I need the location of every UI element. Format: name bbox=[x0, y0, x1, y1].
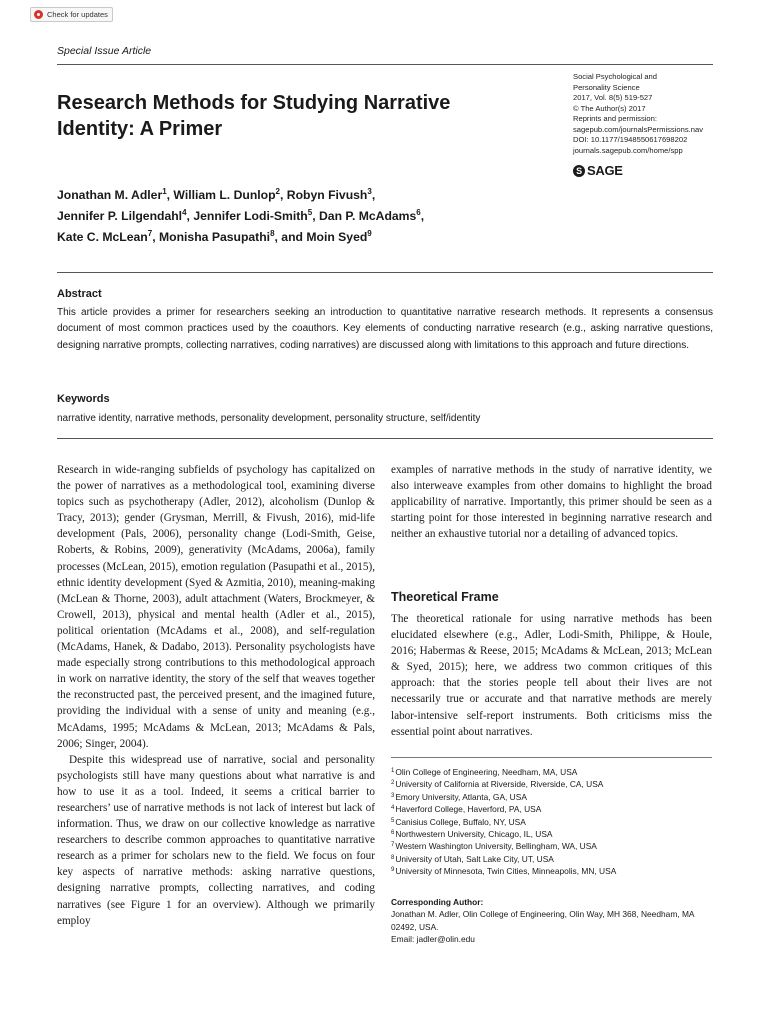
affiliation-item: $^4$Haverford College, Haverford, PA, USA bbox=[391, 804, 542, 815]
corresponding-heading: Corresponding Author: bbox=[391, 897, 484, 907]
journal-line: © The Author(s) 2017 bbox=[573, 103, 646, 113]
journal-line: Personality Science bbox=[573, 82, 640, 92]
journal-line: journals.sagepub.com/home/spp bbox=[573, 145, 683, 155]
journal-info bbox=[573, 72, 753, 156]
article-title: Research Methods for Studying Narrative Identity: A Primer bbox=[57, 92, 451, 140]
body-column-right-top bbox=[391, 462, 712, 542]
check-for-updates-badge[interactable] bbox=[30, 7, 113, 22]
body-paragraph: Despite this widespread use of narrative, social and personality psychologists still have many questions about what narrative is and how to use it as a tool. Indeed, it seems a critical barrier to researchers’ use of narrative methods is not lack of interest but lack of information. Thus, we draw on our collective knowledge as narrative researchers to describe common approaches to quantitative narrative research as a primer for scholars new to the field. We focus on four key aspects of narrative methods: asking narrative questions, designing narrative prompts, collecting narratives, and coding narratives (see Figure 1 for an overview). Although we primarily employ bbox=[57, 753, 375, 927]
affiliation-item: $^1$Olin College of Engineering, Needham, MA, USA bbox=[391, 767, 578, 777]
publisher-logo bbox=[573, 163, 623, 178]
affiliation-item: $^6$Northwestern University, Chicago, IL, USA bbox=[391, 829, 553, 840]
author: Moin Syed$^9$ bbox=[306, 229, 372, 244]
publisher-name: SAGE bbox=[587, 163, 623, 178]
keywords-text: narrative identity, narrative methods, personality development, personality structure, self/identity bbox=[57, 413, 481, 424]
body-paragraph: examples of narrative methods in the study of narrative identity, we also interweave examples from other domains to highlight the broad applicability of narrative. Importantly, this primer should be seen as a starting point for those interested in beginning narrative research and neither an exhaustive tutorial nor a detailing of advanced topics. bbox=[391, 464, 712, 541]
affiliation-item: $^3$Emory University, Atlanta, GA, USA bbox=[391, 791, 527, 802]
journal-line: 2017, Vol. 8(5) 519-527 bbox=[573, 93, 653, 102]
affiliation-item: $^2$University of California at Riverside, Riverside, CA, USA bbox=[391, 779, 604, 790]
header-rule bbox=[57, 64, 713, 65]
abstract-bottom-rule bbox=[57, 438, 713, 439]
author: Dan P. McAdams$^6$, bbox=[318, 208, 425, 223]
affiliation-item: $^8$University of Utah, Salt Lake City, UT, USA bbox=[391, 853, 554, 864]
journal-line: sagepub.com/journalsPermissions.nav bbox=[573, 124, 704, 134]
affiliations-list bbox=[391, 766, 721, 878]
footnote-rule bbox=[391, 757, 712, 758]
abstract-text: This article provides a primer for researchers seeking an introduction to quantitative narrative research methods. It represents a consensus document of most common practices used by the coauthors. Key elements of conducting narrative research (e.g., asking narrative questions, designing narrative prompts, collecting narratives, coding narratives) are discussed along with limitations to this approach and future directions. bbox=[57, 307, 713, 351]
body-column-left bbox=[57, 462, 375, 929]
author: Jonathan M. Adler$^1$, bbox=[57, 187, 174, 202]
crossmark-icon bbox=[34, 10, 43, 19]
affiliation-item: $^9$University of Minnesota, Twin Cities, Minneapolis, MN, USA bbox=[391, 866, 617, 877]
affiliation-item: $^5$Canisius College, Buffalo, NY, USA bbox=[391, 816, 526, 827]
body-paragraph: The theoretical rationale for using narrative methods has been elucidated elsewhere (e.g., Adler, Lodi-Smith, Philippe, & Houle, 2016; Habermas & Reese, 2015; McAdams & McLean, 2013; McLean & Syed, 2015); here, we address two common critiques of this approach: that the stories people tell about their lives are not necessarily true or accurate and that narrative methods are merely labor-intensive self-report instruments. Both criticisms miss the essential point about narratives. bbox=[391, 613, 712, 738]
check-for-updates-label: Check for updates bbox=[47, 10, 108, 19]
author: Jennifer Lodi-Smith$^5$, bbox=[193, 208, 319, 223]
affiliation-item: $^7$Western Washington University, Bellingham, WA, USA bbox=[391, 841, 597, 852]
corresponding-email[interactable]: Email: jadler@olin.edu bbox=[391, 934, 475, 945]
author: Robyn Fivush$^3$, bbox=[286, 187, 376, 202]
author: Jennifer P. Lilgendahl$^4$, bbox=[57, 208, 194, 223]
journal-line: Reprints and permission: bbox=[573, 114, 657, 123]
journal-line: Social Psychological and bbox=[573, 72, 658, 81]
abstract-heading: Abstract bbox=[57, 288, 102, 300]
sage-logo-icon: S bbox=[573, 165, 585, 177]
author: Kate C. McLean$^7$, bbox=[57, 229, 159, 244]
corresponding-address: Jonathan M. Adler, Olin College of Engineering, Olin Way, MH 368, Needham, MA 02492, USA. bbox=[391, 909, 695, 932]
author-list bbox=[57, 185, 617, 248]
author: William L. Dunlop$^2$, bbox=[173, 187, 287, 202]
section-heading: Theoretical Frame bbox=[391, 590, 499, 604]
author: Monisha Pasupathi$^8$, and bbox=[159, 229, 307, 244]
body-column-right-bottom bbox=[391, 611, 712, 740]
abstract-top-rule bbox=[57, 272, 713, 273]
keywords-heading: Keywords bbox=[57, 393, 110, 405]
corresponding-author bbox=[391, 896, 721, 946]
article-type: Special Issue Article bbox=[57, 45, 152, 57]
body-paragraph: Research in wide-ranging subfields of psychology has capitalized on the power of narratives as a methodological tool, examining diverse topics such as psychotherapy (Adler, 2012), alcoholism (Dunlop & Tracy, 2013); gender (Grysman, Merrill, & Fivush, 2016), mid-life development (Pals, 2006), personality change (Lodi-Smith, Geise, Roberts, & Robins, 2009), generativity (McAdams, 2006a), family processes (McLean, 2015), emotion regulation (Pasupathi et al., 2015), ethnic identity development (Syed & Azmitia, 2010), meaning-making (McLean & Thorne, 2003), adult attachment (Waters, Brockmeyer, & Crowell, 2013), physical and mental health (Adler et al., 2015), political orientation (McAdams et al., 2008), and self-regulation (McAdams, Hanek, & Dadabo, 2013). Personality psychologists have made especially strong contributions to this methodological approach in work on narrative identity, the story of the self that weaves together the reconstructed past, the perceived present, and the imagined future, providing the individual with a sense of unity and meaning (e.g., McAdams, 1995; McAdams & McLean, 2013; McAdams & Pals, 2006; Singer, 2004). bbox=[57, 464, 375, 750]
journal-line: DOI: 10.1177/1948550617698202 bbox=[573, 135, 688, 144]
